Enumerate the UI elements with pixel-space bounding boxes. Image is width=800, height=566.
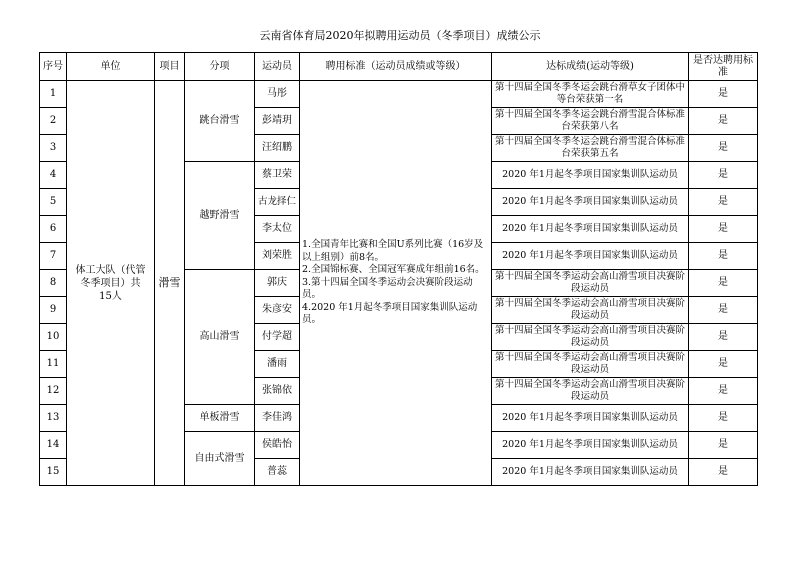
row-no: 14 — [40, 432, 67, 459]
achievement-cell: 2020 年1月起冬季项目国家集训队运动员 — [492, 216, 689, 243]
category-cross-country: 越野滑雪 — [185, 162, 255, 270]
row-no: 5 — [40, 189, 67, 216]
row-no: 8 — [40, 270, 67, 297]
standard-line-4: 4.2020 年1月起冬季项目国家集训队运动员。 — [302, 301, 478, 326]
qualified-cell: 是 — [689, 243, 758, 270]
table-row — [40, 81, 758, 108]
athlete-name: 刘荣胜 — [255, 243, 300, 270]
athlete-name: 侯皓怡 — [255, 432, 300, 459]
athlete-name: 彭靖玥 — [255, 108, 300, 135]
qualified-cell: 是 — [689, 270, 758, 297]
header-qualified: 是否达聘用标准 — [689, 53, 758, 81]
athlete-name: 朱彦安 — [255, 297, 300, 324]
row-no: 11 — [40, 351, 67, 378]
athlete-name: 李太位 — [255, 216, 300, 243]
athlete-name: 蔡卫荣 — [255, 162, 300, 189]
row-no: 3 — [40, 135, 67, 162]
athlete-name: 古龙择仁 — [255, 189, 300, 216]
achievement-cell: 2020 年1月起冬季项目国家集训队运动员 — [492, 405, 689, 432]
athlete-name: 汪绍鹏 — [255, 135, 300, 162]
standard-line-3: 3.第十四届全国冬季运动会决赛阶段运动员。 — [302, 276, 473, 301]
qualified-cell: 是 — [689, 216, 758, 243]
athlete-name: 郭庆 — [255, 270, 300, 297]
row-no: 4 — [40, 162, 67, 189]
row-no: 13 — [40, 405, 67, 432]
header-row — [40, 53, 758, 81]
row-no: 12 — [40, 378, 67, 405]
achievement-cell: 第十四届全国冬季冬运会跳台滑草女子团体中等台荣获第一名 — [492, 81, 689, 108]
header-category: 分项 — [185, 53, 255, 81]
category-snowboard: 单板滑雪 — [185, 405, 255, 432]
athlete-name: 普蕊 — [255, 459, 300, 486]
achievement-cell: 第十四届全国冬季运动会高山滑雪项目决赛阶段运动员 — [492, 324, 689, 351]
athlete-name: 马彤 — [255, 81, 300, 108]
row-no: 15 — [40, 459, 67, 486]
qualified-cell: 是 — [689, 432, 758, 459]
qualified-cell: 是 — [689, 351, 758, 378]
category-alpine: 高山滑雪 — [185, 270, 255, 405]
qualified-cell: 是 — [689, 297, 758, 324]
results-table — [39, 52, 758, 486]
page-title: 云南省体育局2020年拟聘用运动员（冬季项目）成绩公示 — [259, 29, 541, 42]
achievement-cell: 2020 年1月起冬季项目国家集训队运动员 — [492, 432, 689, 459]
standard-line-2: 2.全国锦标赛、全国冠军赛成年组前16名。 — [302, 264, 485, 276]
achievement-cell: 第十四届全国冬季冬运会跳台滑雪混合体标准台荣获第五名 — [492, 135, 689, 162]
header-project: 项目 — [155, 53, 185, 81]
category-ski-jump: 跳台滑雪 — [185, 81, 255, 162]
header-no: 序号 — [40, 53, 67, 81]
header-athlete: 运动员 — [255, 53, 300, 81]
standard-cell — [300, 81, 492, 486]
qualified-cell: 是 — [689, 378, 758, 405]
qualified-cell: 是 — [689, 189, 758, 216]
unit-cell: 体工大队（代管冬季项目）共15人 — [67, 81, 155, 486]
athlete-name: 付学超 — [255, 324, 300, 351]
row-no: 2 — [40, 108, 67, 135]
header-standard: 聘用标准（运动员成绩或等级） — [300, 53, 492, 81]
qualified-cell: 是 — [689, 81, 758, 108]
achievement-cell: 第十四届全国冬季运动会高山滑雪项目决赛阶段运动员 — [492, 378, 689, 405]
header-unit: 单位 — [67, 53, 155, 81]
achievement-cell: 2020 年1月起冬季项目国家集训队运动员 — [492, 189, 689, 216]
qualified-cell: 是 — [689, 162, 758, 189]
row-no: 1 — [40, 81, 67, 108]
header-achievement: 达标成绩(运动等级) — [492, 53, 689, 81]
qualified-cell: 是 — [689, 459, 758, 486]
row-no: 7 — [40, 243, 67, 270]
achievement-cell: 第十四届全国冬季运动会高山滑雪项目决赛阶段运动员 — [492, 351, 689, 378]
achievement-cell: 2020 年1月起冬季项目国家集训队运动员 — [492, 243, 689, 270]
category-freestyle: 自由式滑雪 — [185, 432, 255, 486]
achievement-cell: 2020 年1月起冬季项目国家集训队运动员 — [492, 162, 689, 189]
qualified-cell: 是 — [689, 135, 758, 162]
achievement-cell: 第十四届全国冬季冬运会跳台滑雪混合体标准台荣获第八名 — [492, 108, 689, 135]
standard-line-1: 1.全国青年比赛和全国U系列比赛（16岁及以上组别）前8名。 — [302, 239, 484, 263]
row-no: 10 — [40, 324, 67, 351]
athlete-name: 潘雨 — [255, 351, 300, 378]
achievement-cell: 2020 年1月起冬季项目国家集训队运动员 — [492, 459, 689, 486]
qualified-cell: 是 — [689, 324, 758, 351]
qualified-cell: 是 — [689, 108, 758, 135]
qualified-cell: 是 — [689, 405, 758, 432]
project-cell: 滑雪 — [155, 81, 185, 486]
achievement-cell: 第十四届全国冬季运动会高山滑雪项目决赛阶段运动员 — [492, 270, 689, 297]
row-no: 9 — [40, 297, 67, 324]
athlete-name: 张锦依 — [255, 378, 300, 405]
row-no: 6 — [40, 216, 67, 243]
athlete-name: 李佳鸿 — [255, 405, 300, 432]
achievement-cell: 第十四届全国冬季运动会高山滑雪项目决赛阶段运动员 — [492, 297, 689, 324]
